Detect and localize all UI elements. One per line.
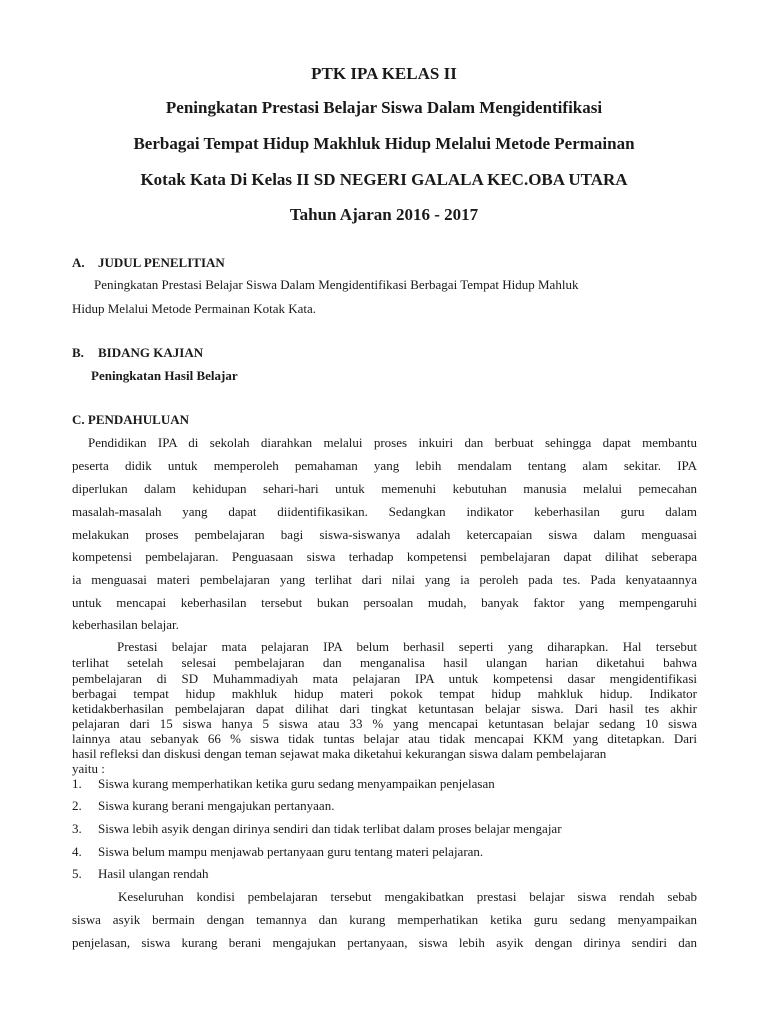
paragraph-3-line: Keseluruhan kondisi pembelajaran tersebut mengakibatkan prestasi belajar siswa rendah sebab bbox=[118, 889, 697, 904]
paragraph-2-line: lainnya atau sebanyak 66 % siswa tidak tuntas belajar atau tidak mencapai KKM yang ditetapkan. Dari bbox=[72, 731, 697, 746]
paragraph-1-line: peserta didik untuk memperoleh pemahaman yang lebih mendalam tentang alam sekitar. IPA bbox=[72, 458, 697, 473]
list-item-number: 5. bbox=[72, 866, 82, 881]
paragraph-1-line: diperlukan dalam kehidupan sehari-hari untuk memenuhi kebutuhan manusia melalui pemecahan bbox=[72, 481, 697, 496]
paragraph-1-line: kompetensi pembelajaran. Penguasaan siswa terhadap kompetensi pembelajaran dapat dilihat seberapa bbox=[72, 549, 697, 564]
document-title: PTK IPA KELAS II bbox=[311, 64, 457, 83]
list-item-text: Siswa belum mampu menjawab pertanyaan guru tentang materi pelajaran. bbox=[98, 844, 484, 859]
list-item-text: Siswa kurang berani mengajukan pertanyaan. bbox=[98, 798, 335, 813]
document-subtitle-line: Peningkatan Prestasi Belajar Siswa Dalam Mengidentifikasi bbox=[165, 98, 603, 117]
section-a-text-line: Hidup Melalui Metode Permainan Kotak Kata. bbox=[72, 301, 317, 316]
list-item-text: Siswa lebih asyik dengan dirinya sendiri dan tidak terlibat dalam proses belajar mengajar bbox=[98, 821, 562, 836]
section-b-number: B. bbox=[72, 345, 84, 360]
paragraph-2-line: yaitu : bbox=[72, 761, 105, 776]
paragraph-2-line: pelajaran dari 15 siswa hanya 5 siswa atau 33 % yang mencapai ketuntasan belajar sedang 10 siswa bbox=[72, 716, 697, 731]
paragraph-2-line: hasil refleksi dan diskusi dengan teman sejawat maka diketahui kekurangan siswa dalam pembelajaran bbox=[72, 746, 607, 761]
section-a-text-line: Peningkatan Prestasi Belajar Siswa Dalam Mengidentifikasi Berbagai Tempat Hidup Mahluk bbox=[94, 277, 579, 292]
document-subtitle-line: Kotak Kata Di Kelas II SD NEGERI GALALA KEC.OBA UTARA bbox=[140, 170, 628, 189]
paragraph-1-line: masalah-masalah yang dapat diidentifikasikan. Sedangkan indikator keberhasilan guru dalam bbox=[72, 504, 697, 519]
list-item bbox=[72, 776, 495, 792]
section-b-text: Peningkatan Hasil Belajar bbox=[91, 368, 238, 383]
list-item bbox=[72, 821, 562, 837]
paragraph-3-line: penjelasan, siswa kurang berani mengajukan pertanyaan, siswa lebih asyik dengan dirinya sendiri dan bbox=[72, 935, 697, 950]
list-item bbox=[72, 844, 483, 860]
paragraph-2-line: pembelajaran di SD Muhammadiyah mata pelajaran IPA untuk kompetensi dasar mengidentifikasi bbox=[72, 671, 697, 686]
list-item-number: 2. bbox=[72, 798, 82, 813]
paragraph-2-line: terlihat setelah selesai pembelajaran dan menganalisa hasil ulangan harian diketahui bahwa bbox=[72, 655, 697, 670]
section-a-heading bbox=[72, 255, 225, 271]
section-a-title: JUDUL PENELITIAN bbox=[98, 255, 225, 270]
paragraph-2-line: berbagai tempat hidup makhluk hidup materi pokok tempat hidup mahkluk hidup. Indikator bbox=[72, 686, 697, 701]
section-c-heading: C. PENDAHULUAN bbox=[72, 412, 189, 427]
list-item-text: Hasil ulangan rendah bbox=[98, 866, 209, 881]
list-item-number: 3. bbox=[72, 821, 82, 836]
paragraph-1-line: untuk mencapai keberhasilan tersebut bukan persoalan mudah, banyak faktor yang mempengaruhi bbox=[72, 595, 697, 610]
section-a-number: A. bbox=[72, 255, 85, 270]
list-item-text: Siswa kurang memperhatikan ketika guru sedang menyampaikan penjelasan bbox=[98, 776, 495, 791]
paragraph-3-line: siswa asyik bermain dengan temannya dan kurang memperhatikan ketika guru sedang menyampaikan bbox=[72, 912, 697, 927]
paragraph-1-line: melakukan proses pembelajaran bagi siswa-siswanya adalah ketercapaian siswa dalam menguasai bbox=[72, 527, 697, 542]
document-year: Tahun Ajaran 2016 - 2017 bbox=[289, 205, 479, 224]
paragraph-1-line: ia menguasai materi pembelajaran yang terlihat dari nilai yang ia peroleh pada tes. Pada kenyataannya bbox=[72, 572, 697, 587]
list-item bbox=[72, 866, 208, 882]
list-item bbox=[72, 798, 334, 814]
section-b-heading bbox=[72, 345, 203, 361]
paragraph-2-line: Prestasi belajar mata pelajaran IPA belum berhasil seperti yang diharapkan. Hal tersebut bbox=[117, 639, 697, 654]
document-subtitle-line: Berbagai Tempat Hidup Makhluk Hidup Melalui Metode Permainan bbox=[133, 134, 635, 153]
paragraph-1-line: Pendidikan IPA di sekolah diarahkan melalui proses inkuiri dan berbuat sehingga dapat membantu bbox=[88, 435, 697, 450]
list-item-number: 4. bbox=[72, 844, 82, 859]
paragraph-2-line: ketidakberhasilan pembelajaran dapat dilihat dari tingkat ketuntasan belajar siswa. Dari hasil tes akhir bbox=[72, 701, 697, 716]
list-item-number: 1. bbox=[72, 776, 82, 791]
paragraph-1-line: keberhasilan belajar. bbox=[72, 617, 179, 632]
section-b-title: BIDANG KAJIAN bbox=[98, 345, 204, 360]
